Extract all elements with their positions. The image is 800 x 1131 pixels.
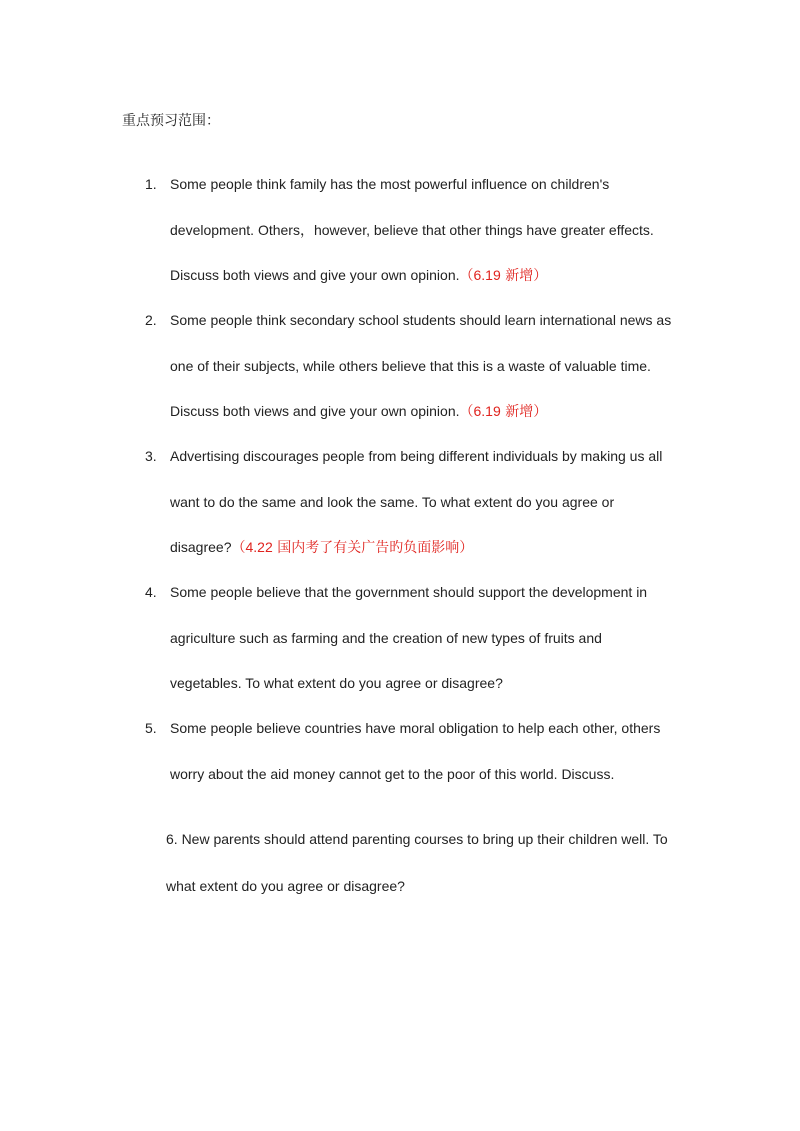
item-line: what extent do you agree or disagree? [166,878,405,894]
update-note [232,539,474,555]
note-label: 新增 [500,268,534,284]
item-text [170,162,690,299]
page-heading: 重点预习范围： [122,113,220,129]
item-line: Some people believe countries have moral obligation to help each other, others [170,720,661,736]
list-item-paragraph [166,816,706,910]
item-line: Advertising discourages people from being different individuals by making us all [170,448,663,464]
note-open-paren: （ [231,540,246,556]
list-item [145,298,690,435]
item-number: 5. [145,720,157,736]
note-close-paren: ） [533,404,548,420]
update-note [460,267,548,283]
list-item [145,706,690,797]
item-line: one of their subjects, while others believe that this is a waste of valuable time. [170,357,651,374]
item-line: disagree? [170,539,232,555]
item-line: Some people think secondary school students should learn international news as [170,312,672,328]
item-number: 1. [145,176,157,192]
item-line-with-note [170,253,690,299]
item-number: 4. [145,584,157,600]
item-line: Some people believe that the government should support the development in [170,584,648,600]
list-item [145,162,690,299]
item-text [170,298,690,435]
item-line: Some people think family has the most powerful influence on children's [170,176,610,192]
list-item [145,434,690,571]
note-close-paren: ） [533,268,548,284]
item-number: 3. [145,448,157,464]
note-tag: 4.22 [245,539,273,555]
update-note [460,403,548,419]
item-text [170,570,690,707]
note-close-paren: ） [459,540,474,556]
item-line: worry about the aid money cannot get to the poor of this world. Discuss. [170,765,615,782]
item-text [170,706,690,797]
note-tag: 6.19 [473,403,501,419]
item-text [170,434,690,571]
list-item [145,570,690,707]
item-line: development. Others，however, believe that other things have greater effects. [170,221,654,238]
note-label: 国内考了有关广告旳负面影响 [272,540,460,556]
item-line: 6. New parents should attend parenting courses to bring up their children well. To [166,831,668,847]
item-line: want to do the same and look the same. To what extent do you agree or [170,493,615,510]
note-open-paren: （ [459,404,474,420]
note-open-paren: （ [459,268,474,284]
note-label: 新增 [500,404,534,420]
item-line-with-note [170,525,690,571]
item-line: Discuss both views and give your own opinion. [170,267,460,283]
item-line: agriculture such as farming and the creation of new types of fruits and [170,629,602,646]
item-line: vegetables. To what extent do you agree or disagree? [170,675,503,691]
item-line: Discuss both views and give your own opinion. [170,403,460,419]
item-line-with-note [170,389,690,435]
item-number: 2. [145,312,157,328]
note-tag: 6.19 [473,267,501,283]
